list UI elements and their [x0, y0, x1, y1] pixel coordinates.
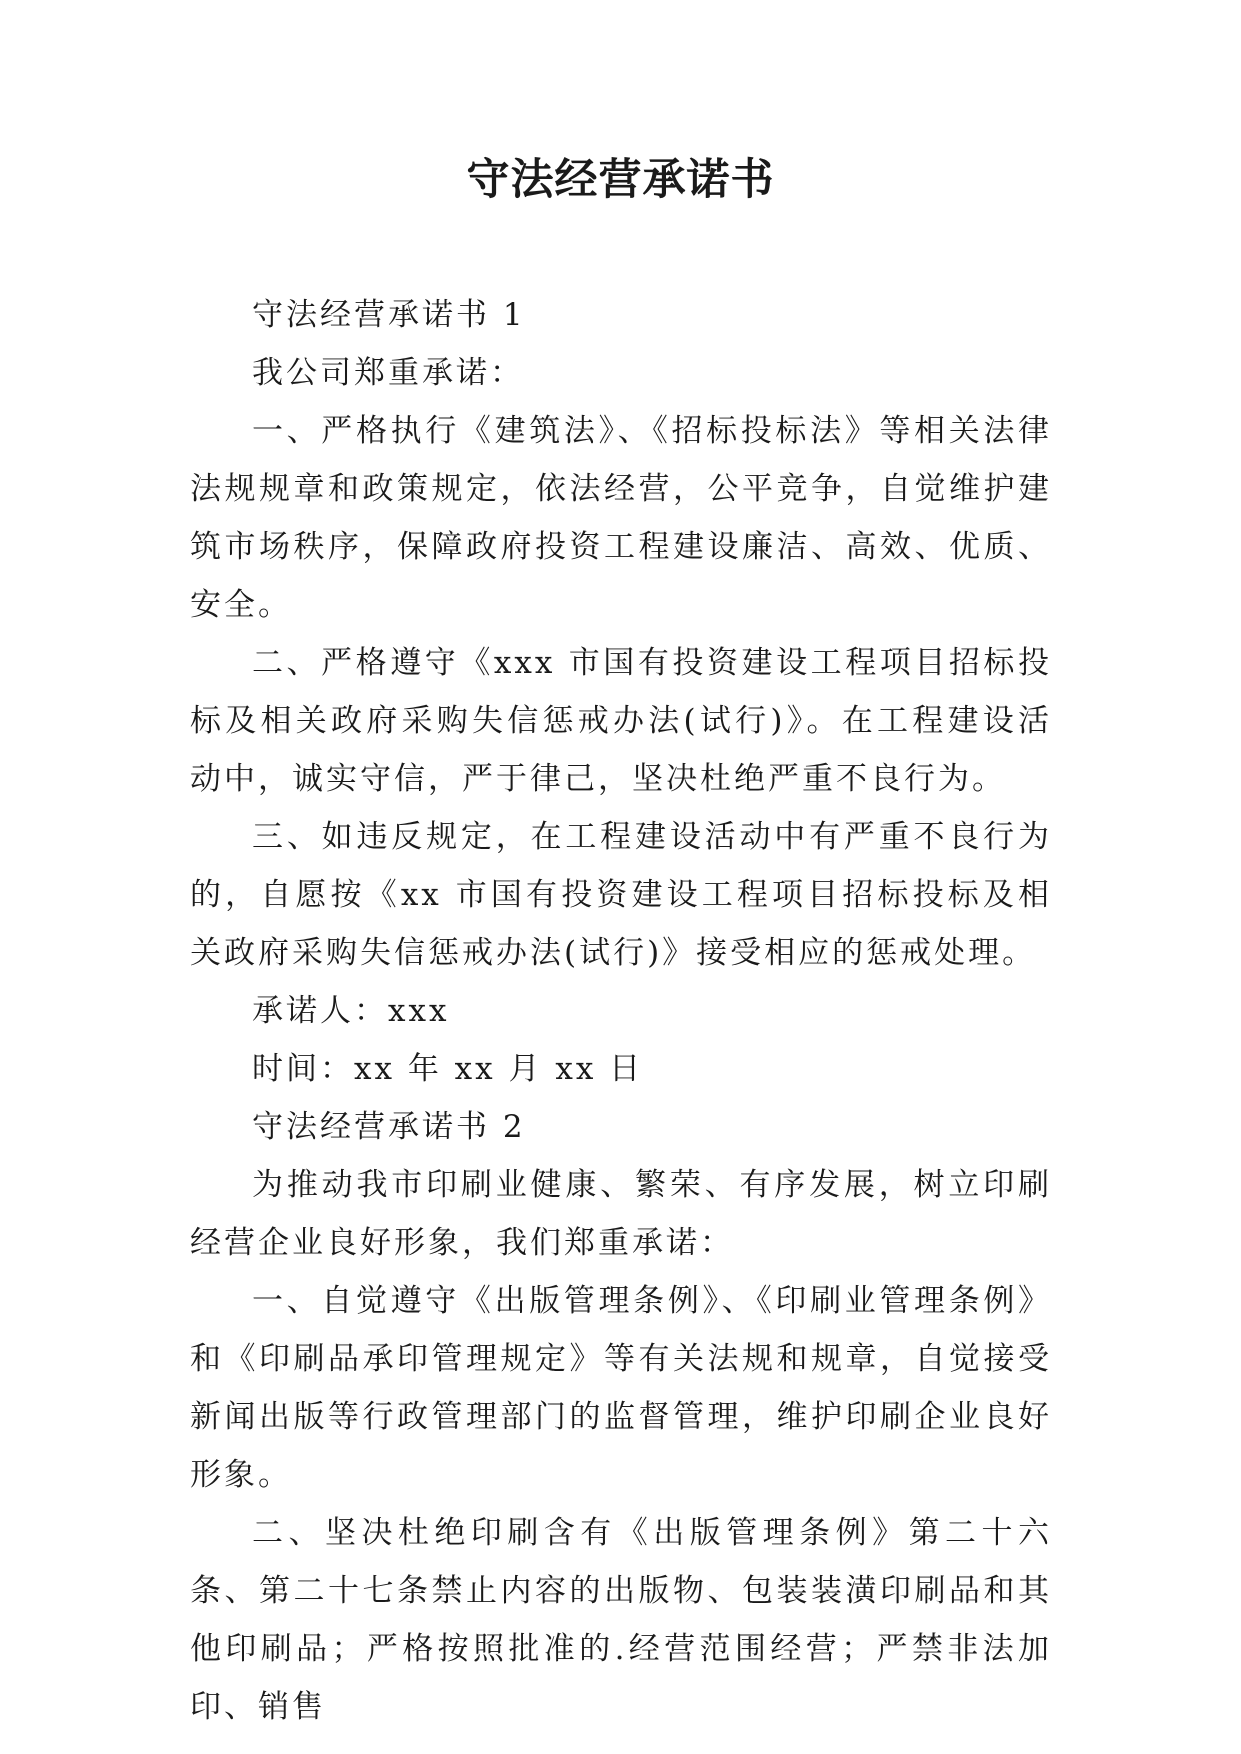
- paragraph: 为推动我市印刷业健康、繁荣、有序发展，树立印刷经营企业良好形象，我们郑重承诺：: [190, 1167, 1052, 1261]
- paragraph: 二、坚决杜绝印刷含有《出版管理条例》第二十六条、第二十七条禁止内容的出版物、包装装潢印刷品和其他印刷品；严格按照批准的.经营范围经营；严禁非法加印、销售: [190, 1515, 1052, 1725]
- paragraph: 二、严格遵守《xxx 市国有投资建设工程项目招标投标及相关政府采购失信惩戒办法(试行)》。在工程建设活动中，诚实守信，严于律己，坚决杜绝严重不良行为。: [190, 645, 1052, 797]
- document-body: [190, 286, 1052, 1736]
- document-title: 守法经营承诺书: [466, 155, 775, 205]
- signatory-line: 承诺人：xxx: [252, 993, 450, 1029]
- paragraph: 一、自觉遵守《出版管理条例》、《印刷业管理条例》和《印刷品承印管理规定》等有关法规和规章，自觉接受新闻出版等行政管理部门的监督管理，维护印刷企业良好形象。: [190, 1283, 1052, 1493]
- section-heading-2: 守法经营承诺书 2: [252, 1109, 526, 1145]
- paragraph: 我公司郑重承诺：: [252, 355, 524, 391]
- section-heading-1: 守法经营承诺书 1: [252, 297, 526, 333]
- date-line: 时间：xx 年 xx 月 xx 日: [252, 1051, 644, 1087]
- paragraph: 三、如违反规定，在工程建设活动中有严重不良行为的，自愿按《xx 市国有投资建设工程项目招标投标及相关政府采购失信惩戒办法(试行)》接受相应的惩戒处理。: [190, 819, 1052, 971]
- paragraph: 一、严格执行《建筑法》、《招标投标法》等相关法律法规规章和政策规定，依法经营，公平竞争，自觉维护建筑市场秩序，保障政府投资工程建设廉洁、高效、优质、安全。: [190, 413, 1052, 623]
